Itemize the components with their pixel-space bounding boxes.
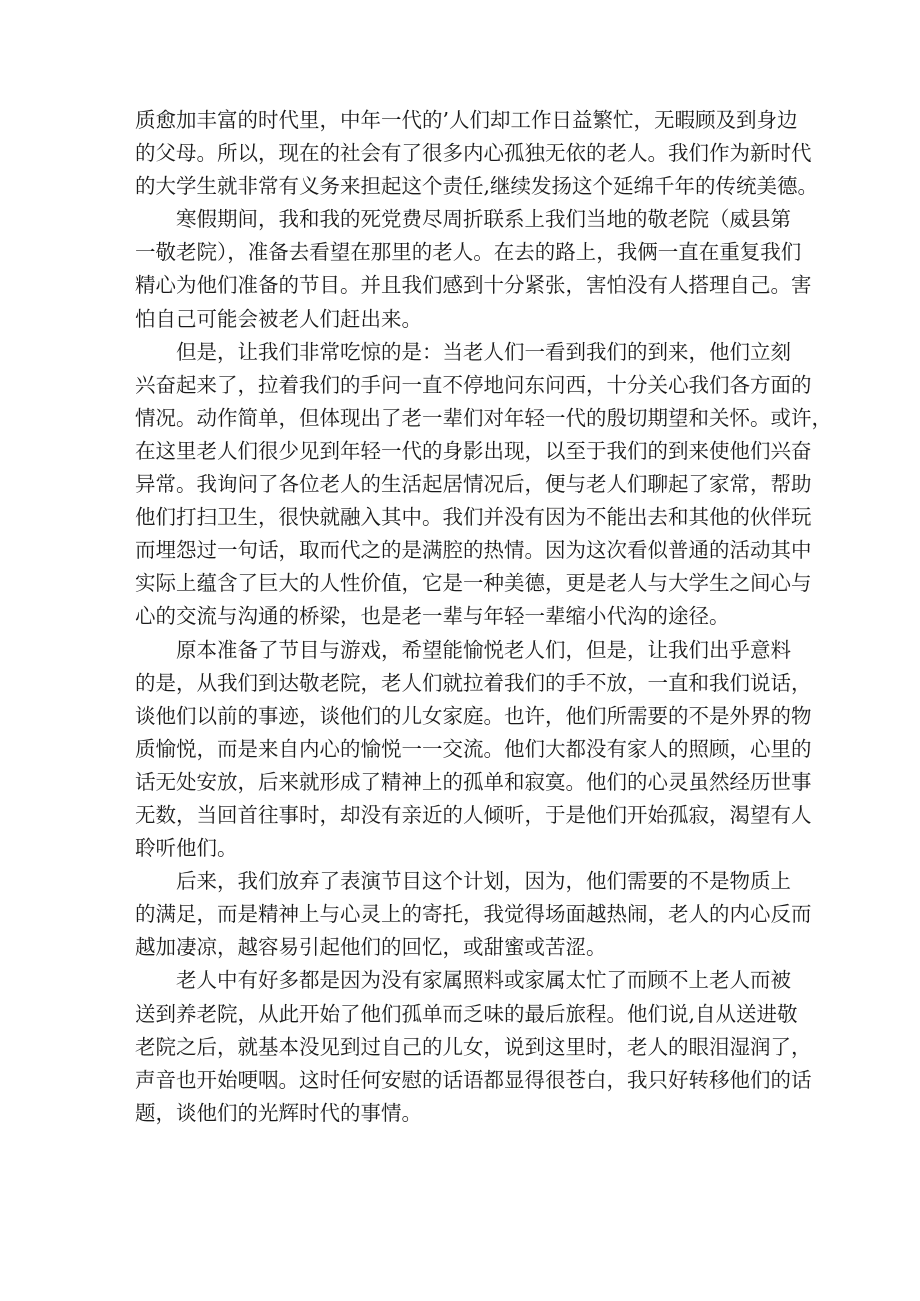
text-line: 后来，我们放弃了表演节目这个计划，因为，他们需要的不是物质上 [176, 869, 791, 894]
paragraph-1 [135, 104, 819, 203]
text-line: 聆听他们。 [135, 836, 238, 861]
text-line: 谈他们以前的事迹，谈他们的儿女家庭。也许，他们所需要的不是外界的物 [135, 703, 812, 728]
text-line: 送到养老院，从此开始了他们孤单而乏味的最后旅程。他们说,自从送进敬 [135, 1001, 798, 1026]
text-line: 题，谈他们的光辉时代的事情。 [135, 1100, 422, 1125]
text-line: 寒假期间，我和我的死党费尽周折联系上我们当地的敬老院（威县第 [176, 207, 791, 232]
document-page [135, 104, 832, 1130]
text-line: 老院之后，就基本没见到过自己的儿女，说到这里时，老人的眼泪湿润了， [135, 1034, 812, 1059]
text-line: 话无处安放，后来就形成了精神上的孤单和寂寞。他们的心灵虽然经历世事 [135, 769, 812, 794]
text-line: 无数，当回首往事时，却没有亲近的人倾听，于是他们开始孤寂，渴望有人 [135, 802, 812, 827]
text-line: 在这里老人们很少见到年轻一代的身影出现，以至于我们的到来使他们兴奋 [135, 438, 812, 463]
text-line: 实际上蕴含了巨大的人性价值，它是一种美德，更是老人与大学生之间心与 [135, 571, 812, 596]
paragraph-5 [135, 865, 812, 964]
text-line: 异常。我询问了各位老人的生活起居情况后，便与老人们聊起了家常，帮助 [135, 472, 812, 497]
text-line: 兴奋起来了，拉着我们的手问一直不停地问东问西，十分关心我们各方面的 [135, 372, 812, 397]
text-line: 原本准备了节目与游戏，希望能愉悦老人们，但是，让我们出乎意料 [176, 637, 791, 662]
text-line: 而埋怨过一句话，取而代之的是满腔的热情。因为这次看似普通的活动其中 [135, 538, 812, 563]
text-line: 的满足，而是精神上与心灵上的寄托，我觉得场面越热闹，老人的内心反而 [135, 902, 812, 927]
text-line: 情况。动作简单，但体现出了老一辈们对年轻一代的殷切期望和关怀。或许， [135, 405, 832, 430]
text-line: 声音也开始哽咽。这时任何安慰的话语都显得很苍白，我只好转移他们的话 [135, 1067, 812, 1092]
text-line: 但是，让我们非常吃惊的是：当老人们一看到我们的到来，他们立刻 [176, 339, 791, 364]
text-line: 的大学生就非常有义务来担起这个责任,继续发扬这个延绵千年的传统美德。 [135, 174, 819, 199]
text-line: 怕自己可能会被老人们赶出来。 [135, 306, 422, 331]
paragraph-3 [135, 336, 832, 634]
text-line: 的父母。所以，现在的社会有了很多内心孤独无依的老人。我们作为新时代 [135, 141, 812, 166]
text-line: 的是，从我们到达敬老院，老人们就拉着我们的手不放，一直和我们说话， [135, 670, 812, 695]
text-line: 老人中有好多都是因为没有家属照料或家属太忙了而顾不上老人而被 [176, 968, 791, 993]
paragraph-4 [135, 634, 812, 866]
paragraph-6 [135, 964, 812, 1129]
text-line: 精心为他们准备的节目。并且我们感到十分紧张，害怕没有人搭理自己。害 [135, 273, 812, 298]
text-line: 他们打扫卫生，很快就融入其中。我们并没有因为不能出去和其他的伙伴玩 [135, 505, 812, 530]
text-line: 一敬老院），准备去看望在那里的老人。在去的路上，我俩一直在重复我们 [135, 240, 802, 265]
text-line: 质愈加丰富的时代里，中年一代的’人们却工作日益繁忙，无暇顾及到身边 [135, 108, 798, 132]
text-line: 越加凄凉，越容易引起他们的回忆，或甜蜜或苦涩。 [135, 935, 607, 960]
paragraph-2 [135, 203, 812, 335]
text-line: 质愉悦，而是来自内心的愉悦一一交流。他们大都没有家人的照顾，心里的 [135, 736, 812, 761]
text-line: 心的交流与沟通的桥梁，也是老一辈与年轻一辈缩小代沟的途径。 [135, 604, 730, 629]
